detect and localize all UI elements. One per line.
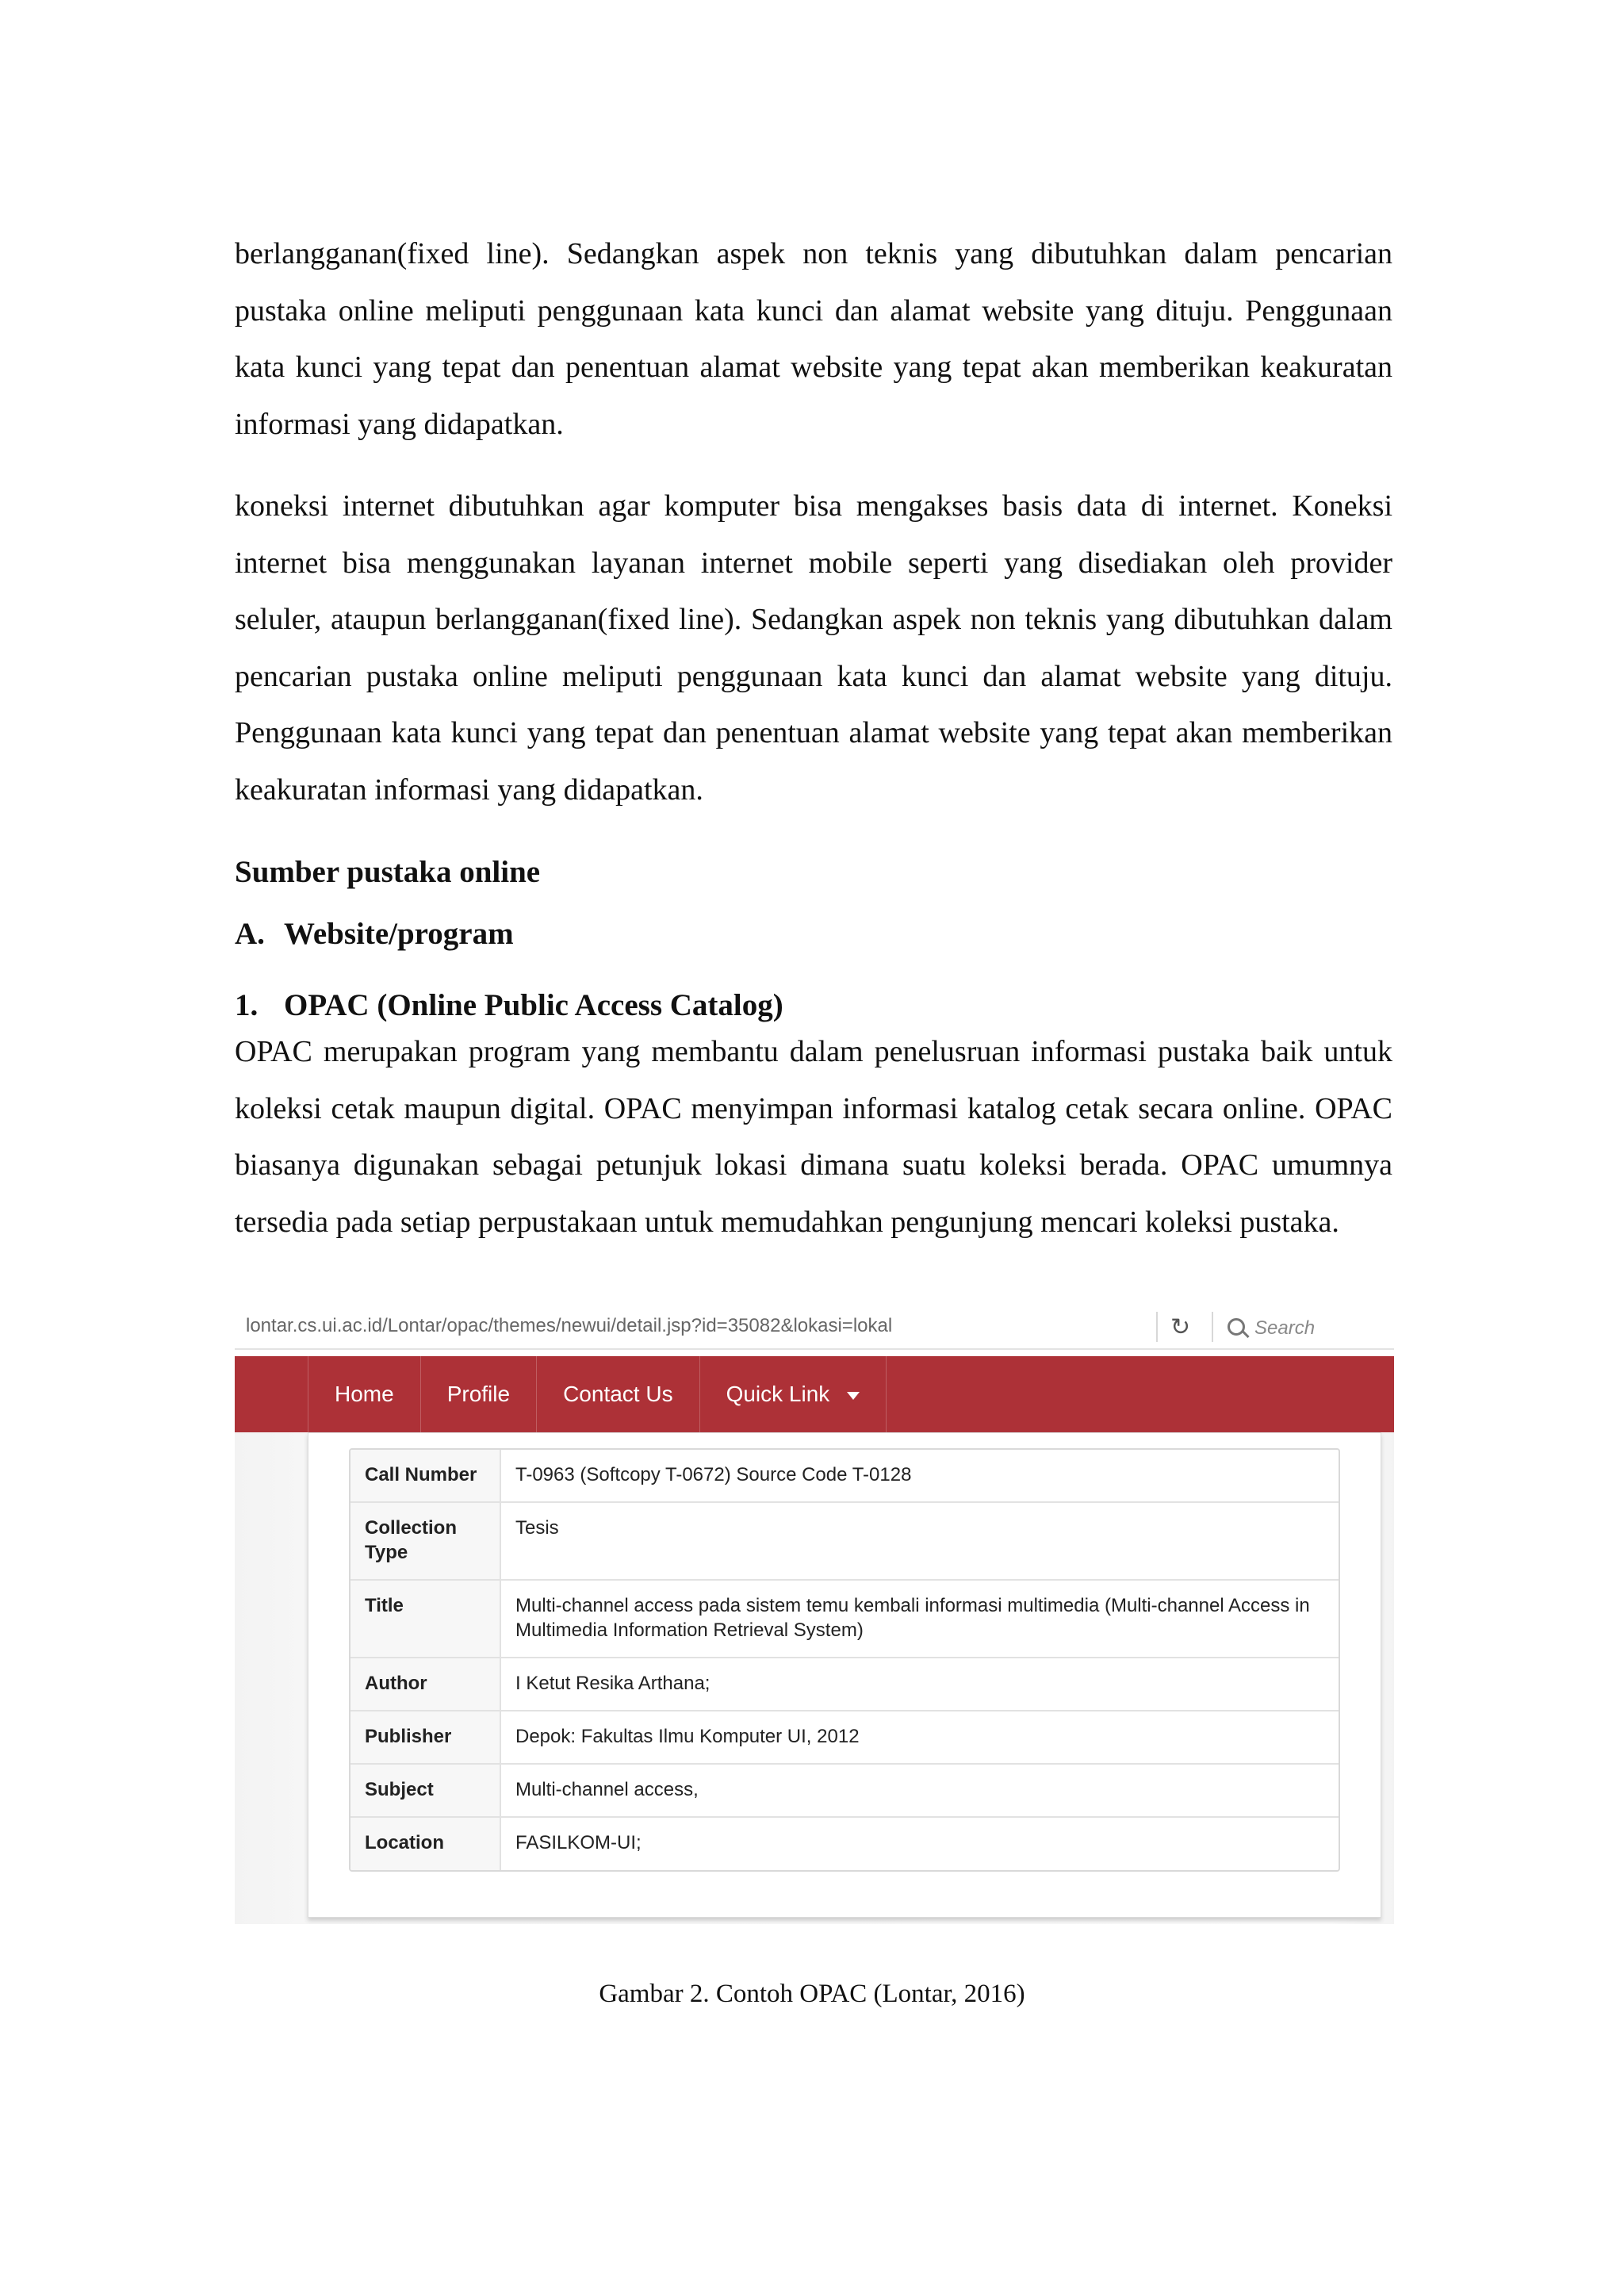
table-row (350, 1764, 1339, 1817)
row-value: Multi-channel access, (500, 1764, 1339, 1817)
row-key: Title (350, 1580, 500, 1658)
row-key: Author (350, 1658, 500, 1711)
row-value: Tesis (500, 1502, 1339, 1580)
figure-caption: Gambar 2. Contoh OPAC (Lontar, 2016) (599, 1980, 1025, 2008)
subheading-number: 1. (235, 988, 259, 1022)
subheading-text: OPAC (Online Public Access Catalog) (284, 988, 783, 1022)
row-key: Call Number (350, 1450, 500, 1502)
nav-quick-link[interactable] (699, 1356, 887, 1432)
nav-quick-link-label: Quick Link (726, 1382, 830, 1406)
address-url[interactable]: lontar.cs.ui.ac.id/Lontar/opac/themes/newui/detail.jsp?id=35082&lokasi=lokal (246, 1315, 893, 1336)
nav-home[interactable]: Home (308, 1356, 420, 1432)
table-row (350, 1658, 1339, 1711)
browser-address-bar[interactable] (235, 1307, 1394, 1350)
row-value: T-0963 (Softcopy T-0672) Source Code T-0128 (500, 1450, 1339, 1502)
table-row (350, 1817, 1339, 1870)
section-heading: Sumber pustaka online (235, 855, 541, 889)
table-row (350, 1450, 1339, 1502)
row-value: FASILKOM-UI; (515, 1832, 642, 1853)
row-key: Location (350, 1817, 500, 1870)
divider (1156, 1312, 1158, 1342)
search-icon[interactable] (1228, 1318, 1245, 1336)
paragraph-aspek-non-teknis: berlangganan(fixed line). Sedangkan aspek non teknis yang dibutuhkan dalam pencarian pustaka online meliputi penggunaan kata kunci dan alamat website yang dituju. Penggunaan kata kunci yang tepat dan penentuan alamat website yang tepat akan memberikan keakuratan informasi yang didapatkan. (235, 237, 1392, 441)
search-input[interactable] (1253, 1313, 1391, 1343)
row-value: I Ketut Resika Arthana; (500, 1658, 1339, 1711)
subheading-opac (235, 986, 783, 1025)
detail-table (350, 1450, 1339, 1870)
row-key: Collection Type (350, 1502, 500, 1580)
caret-down-icon (847, 1392, 860, 1400)
row-key: Publisher (350, 1711, 500, 1764)
nav-profile[interactable]: Profile (420, 1356, 536, 1432)
row-key: Subject (350, 1764, 500, 1817)
divider (1212, 1312, 1213, 1342)
paragraph-koneksi-internet: koneksi internet dibutuhkan agar komputer bisa mengakses basis data di internet. Koneksi internet bisa menggunakan layanan internet mobile seperti yang disediakan oleh provider seluler, ataupun berlangganan(fixed line). Sedangkan aspek non teknis yang dibutuhkan dalam pencarian pustaka online meliputi penggunaan kata kunci dan alamat website yang dituju. Penggunaan kata kunci yang tepat dan penentuan alamat website yang tepat akan memberikan keakuratan informasi yang didapatkan. (235, 489, 1392, 807)
table-row (350, 1580, 1339, 1658)
subheading-website-program (235, 914, 514, 954)
subheading-text: Website/program (284, 917, 514, 951)
row-value: Depok: Fakultas Ilmu Komputer UI, 2012 (500, 1711, 1339, 1764)
row-value: Multi-channel access pada sistem temu kembali informasi multimedia (Multi-channel Access in Multimedia Information Retrieval System) (500, 1580, 1339, 1658)
paragraph-opac: OPAC merupakan program yang membantu dalam penelusruan informasi pustaka baik untuk koleksi cetak maupun digital. OPAC menyimpan informasi katalog cetak secara online. OPAC biasanya digunakan sebagai petunjuk lokasi dimana suatu koleksi berada. OPAC umumnya tersedia pada setiap perpustakaan untuk memudahkan pengunjung mencari koleksi pustaka. (235, 1035, 1392, 1239)
subheading-number: A. (235, 917, 265, 951)
reload-icon[interactable]: ↻ (1170, 1314, 1191, 1340)
nav-contact-us[interactable]: Contact Us (536, 1356, 699, 1432)
table-row (350, 1502, 1339, 1580)
detail-table-container (349, 1448, 1340, 1872)
table-row (350, 1711, 1339, 1764)
site-navbar (235, 1356, 1394, 1432)
